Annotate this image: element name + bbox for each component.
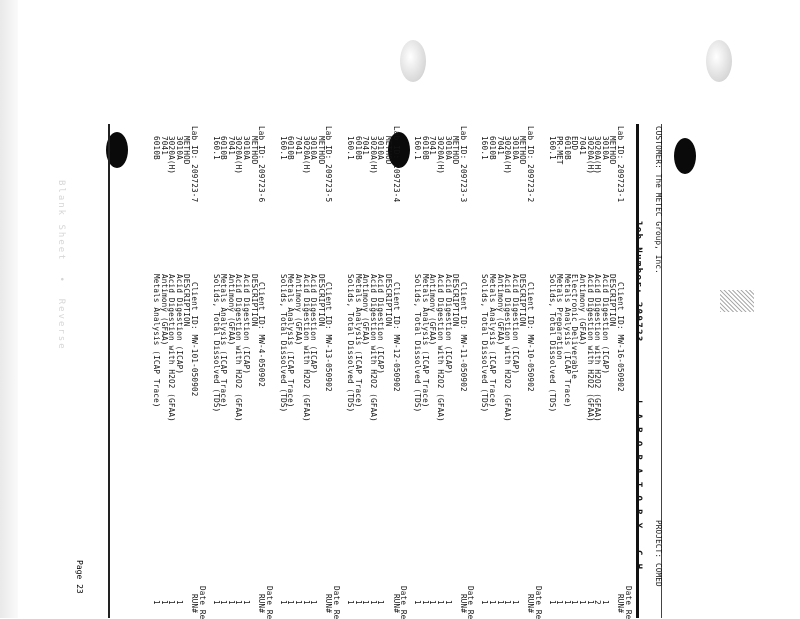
method-description: DESCRIPTION — [384, 274, 393, 327]
client-id: Client ID: MW-12-050902 — [391, 282, 401, 392]
run-number: 1 — [600, 600, 610, 605]
run-number: 1 — [294, 600, 303, 605]
run-number: 1 — [234, 600, 244, 605]
method-description: Acid Digestion (ICAP) — [600, 274, 610, 375]
method-description: DESCRIPTION — [451, 274, 461, 327]
method-code: METHOD — [451, 136, 461, 165]
customer-line: CUSTOMER: The METEC Group, Inc. — [654, 126, 663, 274]
method-code: 7041 — [495, 136, 505, 156]
run-header: RUN# — [257, 594, 267, 614]
run-number: 1 — [503, 600, 513, 605]
run-number: 1 — [346, 600, 355, 605]
run-number: 1 — [495, 600, 505, 605]
lab-id: Lab ID: 209723-4 — [391, 126, 401, 203]
run-number: 1 — [585, 600, 595, 605]
run-number: 1 — [159, 600, 169, 605]
method-code: 3020A(H) — [234, 136, 244, 175]
lab-id: Lab ID: 209723-2 — [526, 126, 535, 203]
method-code: 160.1 — [278, 136, 288, 160]
binder-hole-top-right — [706, 40, 732, 82]
lab-id: Lab ID: 209723-6 — [257, 126, 267, 203]
method-code: METHOD — [608, 136, 618, 165]
run-number: 1 — [353, 600, 363, 605]
method-description: Solids, Total Dissolved (TDS) — [413, 274, 423, 413]
method-code: 3020A(H) — [301, 136, 311, 175]
method-code: 160.1 — [480, 136, 490, 160]
method-description: Acid Digestion with H2O2 (GFAA) — [368, 274, 378, 422]
lab-id: Lab ID: 209723-7 — [190, 126, 199, 203]
method-description: Metals Analysis (ICAP Trace) — [152, 274, 161, 408]
method-description: DESCRIPTION — [182, 274, 192, 327]
method-code: 3010A — [174, 136, 184, 160]
method-code: METHOD — [249, 136, 259, 165]
method-description: Acid Digestion (ICAP) — [510, 274, 520, 375]
method-description: Antimony (GFAA) — [226, 274, 236, 346]
method-code: 160.1 — [211, 136, 221, 160]
method-code: 3020A(H) — [368, 136, 378, 175]
run-number: 1 — [428, 600, 438, 605]
method-code: 3020A(H) — [436, 136, 445, 175]
method-code: 6010B — [562, 136, 572, 160]
run-number: 1 — [555, 600, 565, 605]
scan-noise — [720, 290, 754, 312]
run-number: 1 — [211, 600, 221, 605]
lab-id: Lab ID: 209723-5 — [324, 126, 334, 203]
method-code: 6010B — [219, 136, 229, 160]
method-description: Acid Digestion with H2O2 (GFAA) — [167, 274, 177, 422]
run-header: RUN# — [616, 594, 625, 614]
method-description: Acid Digestion with H2O2 (GFAA) — [234, 274, 244, 422]
method-code: 3010A — [242, 136, 251, 160]
run-number: 1 — [562, 600, 572, 605]
method-code: 160.1 — [346, 136, 355, 160]
method-code: 7041 — [578, 136, 587, 156]
run-number: 1 — [547, 600, 557, 605]
method-description: Solids, Total Dissolved (TDS) — [480, 274, 490, 413]
method-code: 3020A(H) — [167, 136, 177, 175]
bleed-through-text: Blank Sheet • Reverse — [56, 180, 66, 351]
method-description: Antimony (GFAA) — [578, 274, 587, 346]
run-number: 1 — [443, 600, 453, 605]
date-received-header: Date Re — [264, 586, 274, 619]
method-description: Antimony (GFAA) — [428, 274, 438, 346]
method-description: Acid Digestion with H2O2 (GFAA) — [593, 274, 603, 422]
method-description: Acid Digestion with H2O2 (GFAA) — [503, 274, 513, 422]
run-header: RUN# — [324, 594, 334, 614]
client-id: Client ID: MW-16-050902 — [616, 282, 625, 392]
method-code: 160.1 — [547, 136, 557, 160]
date-received-header: Date Re — [332, 586, 341, 619]
method-code: 7041 — [159, 136, 169, 156]
run-number: 1 — [167, 600, 177, 605]
run-number: 1 — [152, 600, 161, 605]
run-number: 1 — [570, 600, 580, 605]
run-number: 1 — [309, 600, 319, 605]
method-description: Electronic Deliverable — [570, 274, 580, 379]
method-description: Metals Analysis (ICAP Trace) — [488, 274, 497, 408]
punch-hole-right — [674, 138, 696, 174]
method-description: DESCRIPTION — [249, 274, 259, 327]
rotated-report — [88, 124, 663, 619]
method-code: 3010A — [376, 136, 386, 160]
method-code: 6010B — [420, 136, 430, 160]
project-line: PROJECT: COMED — [654, 520, 663, 587]
run-number: 1 — [242, 600, 251, 605]
date-received-header: Date Re — [399, 586, 409, 619]
method-description: Metals Preparation — [555, 274, 565, 360]
method-code: 7041 — [361, 136, 371, 156]
run-number: 1 — [436, 600, 445, 605]
page-number: Page 23 — [75, 560, 84, 594]
run-number: 1 — [278, 600, 288, 605]
method-description: Antimony (GFAA) — [361, 274, 371, 346]
method-code: 6010B — [286, 136, 296, 160]
method-code: METHOD — [518, 136, 528, 165]
method-code: 6010B — [152, 136, 161, 160]
method-description: Metals Analysis (ICAP Trace) — [420, 274, 430, 408]
method-description: Acid Digestion with H2O2 (GFAA) — [585, 274, 595, 422]
method-code: 160.1 — [413, 136, 423, 160]
method-description: Antimony (GFAA) — [294, 274, 303, 346]
run-header: RUN# — [526, 594, 535, 614]
method-code: METHOD — [384, 136, 393, 165]
scan-edge-shadow — [0, 0, 18, 618]
method-code: 3020A(H) — [593, 136, 603, 175]
method-code: 3010A — [600, 136, 610, 160]
method-description: Acid Digestion (ICAP) — [174, 274, 184, 375]
method-code: 7041 — [226, 136, 236, 156]
method-code: 7041 — [294, 136, 303, 156]
method-description: Metals Analysis (ICAP Trace) — [219, 274, 229, 408]
method-description: DESCRIPTION — [316, 274, 326, 327]
run-number: 1 — [301, 600, 311, 605]
client-id: Client ID: MW-4-050902 — [257, 282, 267, 387]
run-number: 2 — [593, 600, 603, 605]
method-description: Acid Digestion (ICAP) — [309, 274, 319, 375]
run-number: 1 — [420, 600, 430, 605]
binder-hole-top-left — [400, 40, 426, 82]
method-code: METHOD — [316, 136, 326, 165]
run-number: 1 — [368, 600, 378, 605]
method-description: Acid Digestion (ICAP) — [376, 274, 386, 375]
run-number: 1 — [510, 600, 520, 605]
method-description: Solids, Total Dissolved (TDS) — [211, 274, 221, 413]
client-id: Client ID: MW-11-050902 — [458, 282, 468, 392]
method-description: Metals Analysis (ICAP Trace) — [562, 274, 572, 408]
date-received-header: Date Re — [466, 586, 476, 619]
date-received-header: Date Re — [533, 586, 543, 619]
method-description: Antimony (GFAA) — [495, 274, 505, 346]
method-code: 3020A(H) — [585, 136, 595, 175]
method-description: Acid Digestion with H2O2 (GFAA) — [301, 274, 311, 422]
run-header: RUN# — [391, 594, 401, 614]
method-code: 3010A — [443, 136, 453, 160]
method-code: 6010B — [353, 136, 363, 160]
method-description: Metals Analysis (ICAP Trace) — [286, 274, 296, 408]
run-header: RUN# — [190, 594, 199, 614]
method-description: DESCRIPTION — [608, 274, 618, 327]
lab-id: Lab ID: 209723-3 — [458, 126, 468, 203]
method-description: Acid Digestion with H2O2 (GFAA) — [436, 274, 445, 422]
run-number: 1 — [413, 600, 423, 605]
method-description: Antimony (GFAA) — [159, 274, 169, 346]
method-code: 7041 — [428, 136, 438, 156]
run-number: 1 — [219, 600, 229, 605]
method-code: EDD — [570, 136, 580, 151]
lab-id: Lab ID: 209723-1 — [616, 126, 625, 203]
method-description: Acid Digestion (ICAP) — [443, 274, 453, 375]
run-header: RUN# — [458, 594, 468, 614]
method-description: Acid Digestion (ICAP) — [242, 274, 251, 375]
run-number: 1 — [174, 600, 184, 605]
method-code: 3020A(H) — [503, 136, 513, 175]
method-code: 3010A — [309, 136, 319, 160]
method-code: METHOD — [182, 136, 192, 165]
method-code: 3010A — [510, 136, 520, 160]
method-description: Solids, Total Dissolved (TDS) — [346, 274, 355, 413]
report-title: L A B O R A T O R Y C H — [633, 400, 643, 571]
run-number: 1 — [226, 600, 236, 605]
client-id: Client ID: MW-10-050902 — [526, 282, 535, 392]
run-number: 1 — [480, 600, 490, 605]
method-code: PR-MET — [555, 136, 565, 165]
date-received-header: Date Re — [623, 586, 633, 619]
date-received-header: Date Re — [197, 586, 207, 619]
method-description: Solids, Total Dissolved (TDS) — [547, 274, 557, 413]
client-id: Client ID: MW-101-050902 — [190, 282, 199, 397]
run-number: 1 — [488, 600, 497, 605]
run-number: 1 — [286, 600, 296, 605]
run-number: 1 — [361, 600, 371, 605]
method-description: Solids, Total Dissolved (TDS) — [278, 274, 288, 413]
run-number: 1 — [578, 600, 587, 605]
run-number: 1 — [376, 600, 386, 605]
client-id: Client ID: MW-13-050902 — [324, 282, 334, 392]
method-code: 6010B — [488, 136, 497, 160]
method-description: Metals Analysis (ICAP Trace) — [353, 274, 363, 408]
job-number: Job Number: 209723 — [633, 220, 643, 343]
method-description: DESCRIPTION — [518, 274, 528, 327]
